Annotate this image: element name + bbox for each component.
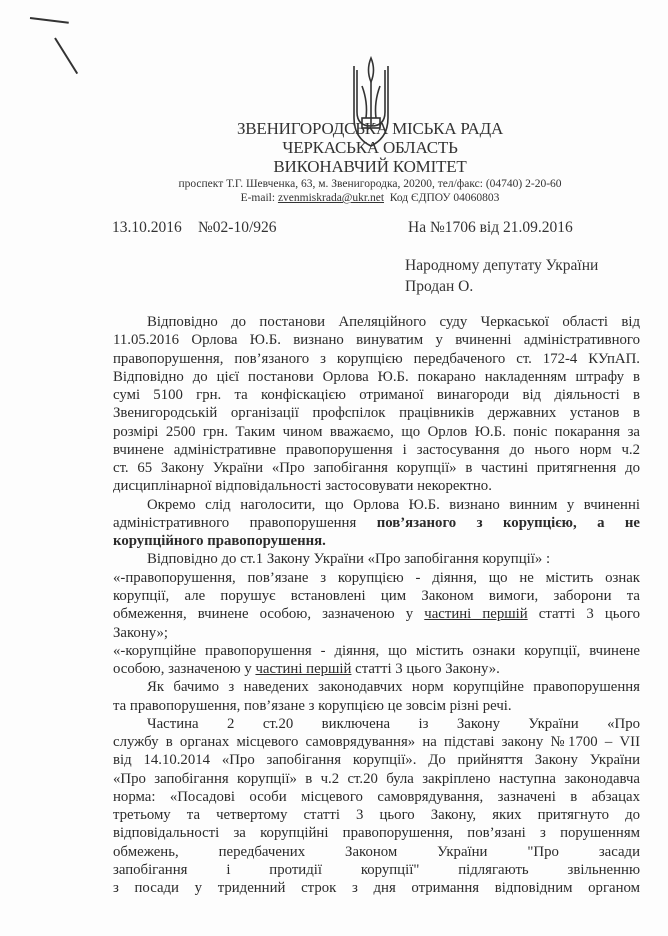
outgoing-date: 13.10.2016 [112,219,182,236]
body-text-line [113,751,640,769]
email-label: E-mail: [240,192,276,204]
body-text-line [113,770,640,788]
body-text-line [113,569,640,587]
body-text-line [113,678,640,696]
text-segment: від 14.10.2014 «Про запобігання корупції». До прийняття Закону України [113,752,640,769]
body-text-line [113,806,640,824]
text-segment: дисциплінарної відповідальності застосовувати некоректно. [113,478,492,495]
text-segment: Частина 2 ст.20 виключена із Закону України «Про [147,715,640,732]
body-text-line [113,423,640,441]
text-segment: розмірі 2500 грн. Таким чином вважаємо, що Орлов Ю.Б. поніс покарання за [113,423,640,440]
body-text-line [113,861,640,879]
text-segment: статті 3 цього [527,606,641,623]
text-segment: Як бачимо з наведених законодавчих норм корупційне правопорушення [147,679,640,696]
text-segment: Відповідно до цієї постанови Орлова Ю.Б. покарано накладенням штрафу в [113,368,640,385]
text-segment: правопорушення, пов’язаного з корупцією передбаченого ст. 172-4 КУпАП. [113,350,640,367]
body-text-line [113,386,640,404]
underlined-text: частині першій [255,661,352,678]
text-segment: обмеження, вчинене особою, зазначеною у [113,606,425,623]
text-segment: з посади у триденний строк з дня отримання відповідним органом [113,880,640,897]
text-segment: «Про запобігання корупції» в ч.2 ст.20 була закріплено наступна законодавча [113,770,640,787]
text-segment: Окремо слід наголосити, що Орлова Ю.Б. визнано винним у вчиненні [147,496,640,513]
org-code: Код ЄДПОУ 04060803 [389,192,500,204]
body-text-line [113,350,640,368]
underlined-text: частині першій [424,606,528,623]
text-segment: «-корупційне правопорушення - діяння, що містить ознаки корупції, вчинене [113,642,640,659]
text-segment: запобігання і протидії корупції" підлягають звільненню [113,861,640,878]
outgoing-number: №02-10/926 [198,219,277,236]
body-text-line [113,313,640,331]
text-segment: статті 3 цього Закону». [351,661,500,678]
body-text-line [113,441,640,459]
text-segment: особою, зазначеною у [113,661,256,678]
body-text-line [113,824,640,842]
body-text-line [113,404,640,422]
reply-reference: На №1706 від 21.09.2016 [408,219,573,236]
body-text-line [113,477,640,495]
text-segment: відповідальності за корупційні правопорушення, пов’язані з порушенням [113,825,640,842]
text-segment: службу в органах місцевого самоврядування» на підставі закону №1700 – VII [113,734,640,751]
text-segment: Звенигородській організації профспілок працівників державних установ в [113,405,640,422]
body-text-line [113,697,640,715]
text-segment: третьому та четвертому статті 3 цього Закону, яких притягнуто до [113,807,640,824]
body-text-line [113,368,640,386]
text-segment: обмежень, передбачених Законом України "Про засади [113,843,640,860]
body-text-line [113,331,640,349]
body-text-line [113,843,640,861]
org-contacts [0,192,668,204]
text-segment: ст. 65 Закону України «Про запобігання корупції» в частині притягнення до [113,460,640,477]
text-segment: корупції, але порушує встановлені цим Законом вимоги, заборони та [113,587,640,604]
body-text-line [113,733,640,751]
text-segment: адміністративного правопорушення [113,514,377,531]
org-committee: ВИКОНАВЧИЙ КОМІТЕТ [273,157,467,176]
bold-text: корупційного правопорушення. [113,533,326,550]
body-text-line [113,587,640,605]
pen-mark-horizontal [30,17,69,24]
text-segment: «-правопорушення, пов’язане з корупцією - діяння, що не містить ознак [113,569,640,586]
body-text-line [113,550,640,568]
body-text-line [113,459,640,477]
body-text-line [113,715,640,733]
text-segment: сумі 5100 грн. та конфіскацією отриманої винагороди від діяльності в [113,387,640,404]
text-segment: Закону»; [113,624,169,641]
text-segment: вчинене адміністративне правопорушення і застосування до нього норм ч.2 [113,441,640,458]
bold-text: пов’язаного з корупцією, а не [376,514,640,531]
body-text-line [113,660,640,678]
text-segment: Відповідно до ст.1 Закону України «Про запобігання корупції» : [147,551,551,568]
body-text-line [113,496,640,514]
org-region: ЧЕРКАСЬКА ОБЛАСТЬ [282,138,458,157]
text-segment: та правопорушення, пов’язане з корупцією це зовсім різні речі. [113,697,512,714]
org-address: проспект Т.Г. Шевченка, 63, м. Звенигородка, 20200, тел/факс: (04740) 2-20-60 [178,178,562,190]
org-name: ЗВЕНИГОРОДСЬКА МІСЬКА РАДА [236,119,504,138]
body-text-line [113,532,640,550]
body-text-line [113,514,640,532]
body-text-line [113,605,640,623]
email-link[interactable]: zvenmiskrada@ukr.net [277,192,385,204]
body-text-line [113,624,640,642]
body-text-line [113,788,640,806]
text-segment: 11.05.2016 Орлова Ю.Б. визнано винуватим у вчиненні адміністративного [113,332,640,349]
body-text-line [113,642,640,660]
body-text-line [113,879,640,897]
addressee-name: Продан О. [405,278,474,295]
pen-mark-diagonal [54,37,78,74]
addressee-title: Народному депутату України [405,257,599,274]
letter-body [113,313,640,898]
text-segment: норма: «Посадові особи місцевого самоврядування, зазначені в абзацах [113,788,640,805]
text-segment: Відповідно до постанови Апеляційного суду Черкаської області від [147,314,640,330]
